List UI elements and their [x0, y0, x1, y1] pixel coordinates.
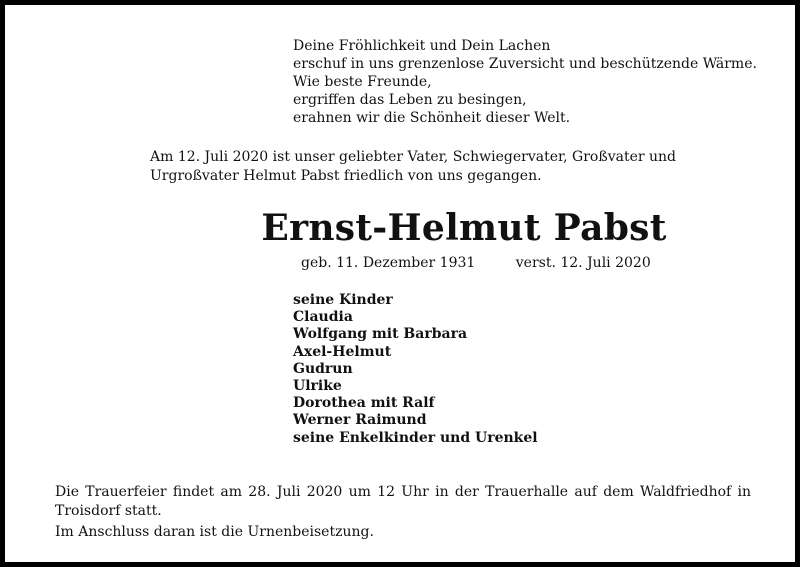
- poem: [293, 37, 757, 127]
- birth-date: geb. 11. Dezember 1931: [301, 255, 476, 271]
- funeral-info: Die Trauerfeier findet am 28. Juli 2020 um 12 Uhr in der Trauerhalle auf dem Waldfriedhof in Troisdorf statt.: [55, 484, 751, 519]
- burial-info: Im Anschluss daran ist die Urnenbeisetzung.: [55, 524, 374, 540]
- mourner-item: Gudrun: [293, 360, 353, 377]
- poem-line: erschuf in uns grenzenlose Zuversicht und beschützende Wärme.: [293, 56, 757, 72]
- mourner-item: Werner Raimund: [293, 412, 427, 429]
- deceased-name: Ernst-Helmut Pabst: [261, 207, 667, 249]
- mourner-item: Axel-Helmut: [293, 343, 392, 360]
- mourners-list: [293, 292, 538, 447]
- mourner-item: seine Kinder: [293, 292, 393, 308]
- death-date: verst. 12. Juli 2020: [515, 255, 651, 271]
- mourner-item: Dorothea mit Ralf: [293, 395, 435, 412]
- life-dates: [301, 254, 651, 272]
- poem-line: erahnen wir die Schönheit dieser Welt.: [293, 110, 571, 126]
- poem-line: ergriffen das Leben zu besingen,: [293, 92, 527, 108]
- mourner-item: Ulrike: [293, 378, 342, 395]
- mourner-item: Claudia: [293, 309, 353, 326]
- death-announcement-text: Am 12. Juli 2020 ist unser geliebter Vater, Schwiegervater, Großvater und Urgroßvater Helmut Pabst friedlich von uns gegangen.: [150, 149, 677, 184]
- poem-line: Deine Fröhlichkeit und Dein Lachen: [293, 38, 551, 54]
- mourner-item: Wolfgang mit Barbara: [293, 326, 468, 343]
- mourner-item: seine Enkelkinder und Urenkel: [293, 429, 538, 446]
- poem-line: Wie beste Freunde,: [293, 74, 432, 90]
